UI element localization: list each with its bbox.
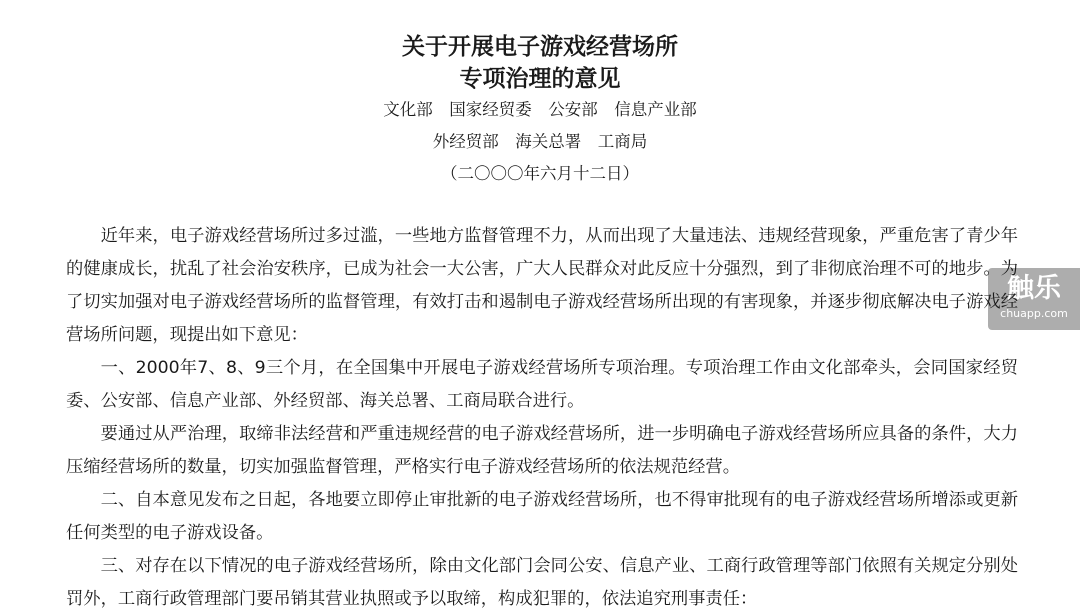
paragraph-intro: 近年来，电子游戏经营场所过多过滥，一些地方监督管理不力，从而出现了大量违法、违规经营现象，严重危害了青少年的健康成长，扰乱了社会治安秩序，已成为社会一大公害，广大人民群众对此反应十分强烈，到了非彻底治理不可的地步。为了切实加强对电子游戏经营场所的监督管理，有效打击和遏制电子游戏经营场所出现的有害现象，并逐步彻底解决电子游戏经营场所问题，现提出如下意见：	[66, 226, 1018, 345]
document-title-line-2: 专项治理的意见	[459, 66, 621, 92]
watermark-url: chuapp.com	[1000, 307, 1068, 320]
issuers-line-2: 外经贸部 海关总署 工商局	[432, 132, 648, 151]
document-date: （二〇〇〇年六月十二日）	[441, 164, 639, 183]
document-body	[66, 220, 1018, 616]
paragraph-3: 三、对存在以下情况的电子游戏经营场所，除由文化部门会同公安、信息产业、工商行政管理等部门依照有关规定分别处罚外，工商行政管理部门要吊销其营业执照或予以取缔，构成犯罪的，依法追究刑事责任：	[66, 556, 1018, 609]
paragraph-2: 二、自本意见发布之日起，各地要立即停止审批新的电子游戏经营场所，也不得审批现有的电子游戏经营场所增添或更新任何类型的电子游戏设备。	[66, 490, 1018, 543]
document-title-line-1: 关于开展电子游戏经营场所	[402, 34, 678, 60]
paragraph-1b: 要通过从严治理，取缔非法经营和严重违规经营的电子游戏经营场所，进一步明确电子游戏经营场所应具备的条件，大力压缩经营场所的数量，切实加强监督管理，严格实行电子游戏经营场所的依法规范经营。	[66, 424, 1018, 477]
watermark-logo: 触乐	[1007, 273, 1061, 304]
paragraph-1: 一、2000年7、8、9三个月，在全国集中开展电子游戏经营场所专项治理。专项治理工作由文化部牵头，会同国家经贸委、公安部、信息产业部、外经贸部、海关总署、工商局联合进行。	[66, 358, 1018, 411]
issuers-line-1: 文化部 国家经贸委 公安部 信息产业部	[383, 100, 697, 119]
